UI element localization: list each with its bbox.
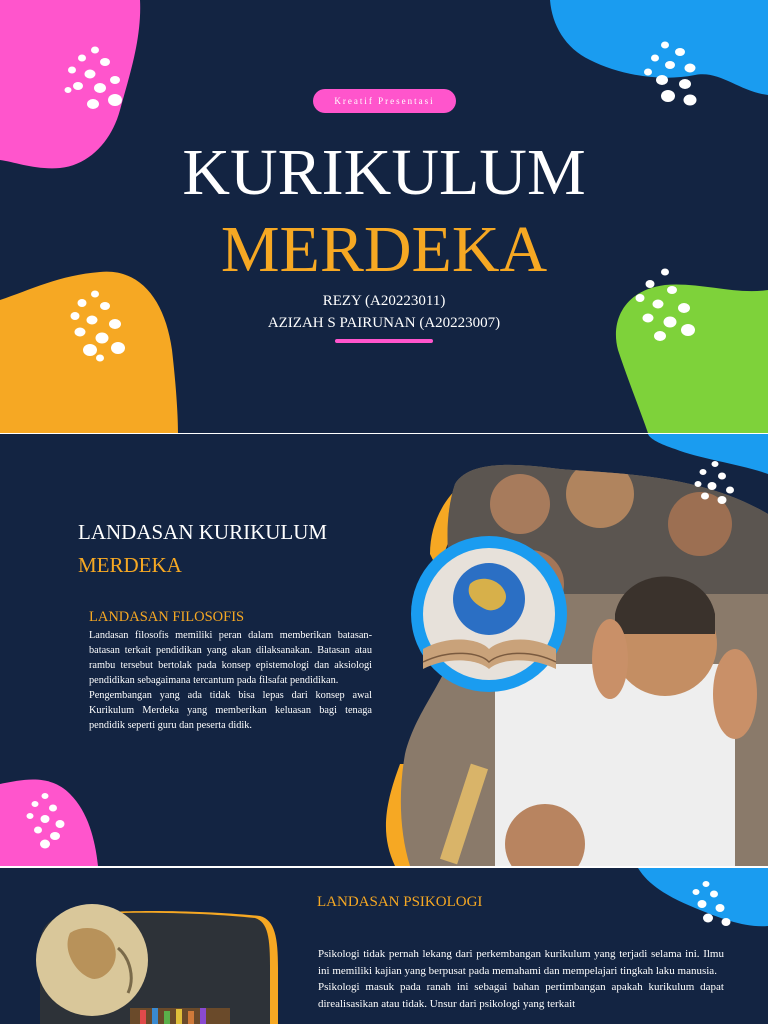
paragraph: Psikologi tidak pernah lekang dari perkembangan kurikulum yang terjadi selama ini. Ilmu ini memiliki kajian yang berpusat pada memahami dan mempelajari tingkah laku manusia. bbox=[318, 948, 724, 977]
author-1: REZY (A20223011) bbox=[322, 293, 446, 309]
blue-blob-shape bbox=[648, 434, 768, 474]
title-line-2: MERDEKA bbox=[220, 213, 548, 286]
paragraph: Psikologi masuk pada ranah ini sebagai bahan pertimbangan apakah kurikulum dapat direalisasikan atau tidak. Unsur dari psikologi yang terkait bbox=[318, 981, 724, 1010]
slide-title bbox=[0, 0, 768, 433]
filosofis-body bbox=[89, 628, 372, 733]
section-heading-psikologi: LANDASAN PSIKOLOGI bbox=[317, 894, 483, 910]
slide-landasan-filosofis bbox=[0, 434, 768, 866]
pink-blob-shape bbox=[0, 780, 98, 866]
section-heading-line-1: LANDASAN KURIKULUM bbox=[78, 520, 328, 544]
paragraph: Landasan filosofis memiliki peran dalam memberikan batasan-batasan terkait pendidikan yang akan dilaksanakan. Batasan atau rambu tersebut bertolak pada konsep epistemologi dan aksiologi pendidikan sebagaimana tercantum pada filsafat pendidikan. bbox=[89, 630, 372, 686]
blue-blob-shape bbox=[638, 868, 768, 926]
paragraph: Pengembangan yang ada tidak bisa lepas dari konsep awal Kurikulum Merdeka yang memberikan keluasan bagi tenaga pendidik seperti guru dan peserta didik. bbox=[89, 690, 372, 731]
globe-and-pencils-photo bbox=[36, 904, 278, 1024]
psikologi-body bbox=[318, 946, 724, 1012]
slide-landasan-psikologi bbox=[0, 868, 768, 1024]
title-underline bbox=[335, 339, 433, 343]
presentation-tag: Kreatif Presentasi bbox=[313, 89, 456, 113]
title-line-1: KURIKULUM bbox=[182, 136, 586, 209]
section-heading-line-2: MERDEKA bbox=[78, 553, 182, 577]
subheading-filosofis: LANDASAN FILOSOFIS bbox=[89, 609, 245, 625]
author-2: AZIZAH S PAIRUNAN (A20223007) bbox=[267, 315, 501, 331]
